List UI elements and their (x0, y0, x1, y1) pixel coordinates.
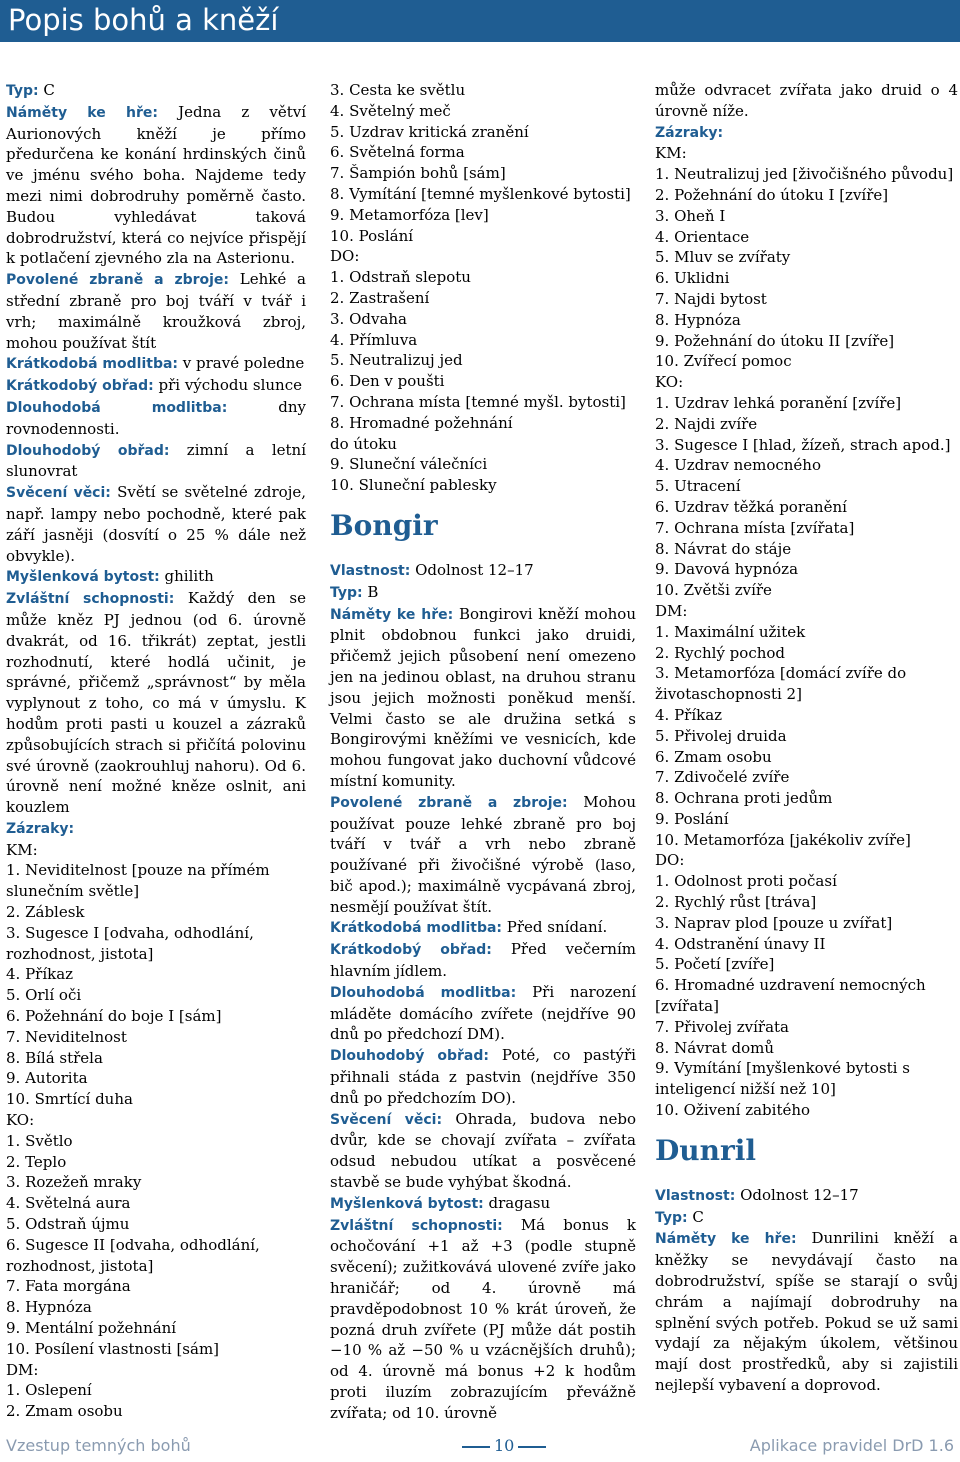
list-item: 10. Oživení zabitého (655, 1101, 811, 1120)
value: Dunrilini kněží a kněžky se nevydávají často na dobrodružství, spíše se starají o svůj chrám a najímají dobrodruhy na splnění svých potřeb. Pokud se už sami vydají za nějakým úkolem, většinou mají dost prostředků, aby si zajistili nejlepší vybavení a doprovod. (655, 1229, 958, 1395)
list-item: 7. Neviditelnost (6, 1027, 127, 1046)
list-item: 5. Odstraň újmu (6, 1215, 130, 1234)
list-item: 10. Smrtící duha (6, 1090, 133, 1109)
value: Světí se světelné zdroje, např. lampy nebo pochodně, které pak září jasněji (dosvítí o 25 % dále než obvykle). (6, 483, 306, 565)
list-item: 7. Najdi bytost (655, 289, 767, 308)
list-item: 9. Autorita (6, 1069, 88, 1088)
list-item: 9. Poslání (655, 809, 729, 828)
label: Zvláštní schopnosti: (6, 591, 175, 608)
typ-paragraph (330, 582, 636, 604)
namety-paragraph (330, 604, 636, 792)
value: dragasu (483, 1193, 551, 1212)
label: Zázraky: (655, 124, 724, 141)
value: Má bonus k ochočování +1 až +3 (podle stupně svěcení); zužitkovává ulovené zvíře jako hraničář; od 4. úrovně má pravděpodobnost 10 % krát úroveň, že pozná druh zvířete (PJ může dát postih −10 % až −50 % u vzácnějších druhů); od 4. úrovně má bonus +2 k hodům proti iluzím zobrazujícím převážně zvířata; od 10. úrovně (330, 1215, 636, 1422)
miracle-list (330, 80, 636, 496)
list-item: 1. Uzdrav lehká poranění [zvíře] (655, 393, 902, 412)
list-item: 6. Uklidni (655, 269, 730, 288)
label: Náměty ke hře: (6, 104, 158, 121)
label: Náměty ke hře: (655, 1231, 797, 1248)
list-item: 10. Zvětši zvíře (655, 581, 772, 600)
value: při východu slunce (153, 376, 302, 395)
list-item: 3. Odvaha (330, 309, 407, 328)
list-item: KO: (655, 373, 684, 392)
page-header (0, 0, 960, 42)
list-item: 3. Cesta ke světlu (330, 81, 466, 99)
label: Povolené zbraně a zbroje: (6, 272, 230, 289)
label: Krátkodobý obřad: (6, 378, 154, 395)
label: Typ: (655, 1209, 688, 1226)
myslenkova-paragraph (6, 566, 306, 588)
page-title: Popis bohů a kněží (8, 3, 279, 37)
value: Odolnost 12–17 (735, 1185, 859, 1204)
section-heading: Bongir (330, 508, 438, 542)
list-item: DM: (655, 601, 688, 620)
list-item: 7. Přivolej zvířata (655, 1017, 789, 1036)
zazraky-heading (6, 818, 306, 840)
value: Před večerním hlavním jídlem. (330, 940, 636, 981)
label: Myšlenková bytost: (6, 569, 160, 586)
sveceni-paragraph (330, 1109, 636, 1193)
value: C (687, 1207, 704, 1226)
label: Dlouhodobá modlitba: (330, 984, 517, 1001)
intro-paragraph: může odvracet zvířata jako druid o 4 úrovně níže. (655, 81, 958, 120)
value: Lehké a střední zbraně pro boj tváří v tvář i vrh; maximálně kroužková zbroj, mohou používat štít (6, 270, 306, 352)
list-item: 10. Sluneční pablesky (330, 476, 497, 495)
list-item: 8. Vymítání [temné myšlenkové bytosti] (330, 184, 631, 203)
section-heading: Dunril (655, 1133, 757, 1167)
list-item: 1. Maximální užitek (655, 622, 806, 641)
value: Každý den se může kněz PJ jednou (od 6. úrovně dvakrát, od 16. třikrát) zeptat, jestli rozhodnutí, které hodlá učinit, je správné, přičemž „správnost“ by měla vyplynout z toho, co má v úmyslu. K hodům proti pasti u kouzel a zázraků způsobujících strach si přičítá polovinu své úrovně (zaokrouhluj nahoru). Od 6. úrovně není možné kněze oslnit, ani kouzlem (6, 589, 306, 817)
list-item: 6. Požehnání do boje I [sám] (6, 1007, 222, 1026)
sveceni-paragraph (6, 482, 306, 566)
list-item: 2. Rychlý růst [tráva] (655, 893, 817, 912)
list-item: 2. Rychlý pochod (655, 643, 786, 662)
column-3 (655, 80, 958, 1396)
dash-left (462, 1446, 490, 1448)
dobr-paragraph (6, 440, 306, 483)
list-item: 5. Neutralizuj jed (330, 351, 463, 370)
list-item: 8. Hromadné požehnání (330, 413, 513, 432)
zazraky-heading (655, 122, 958, 144)
list-item: 5. Mluv se zvířaty (655, 248, 791, 267)
list-item: 10. Posílení vlastnosti [sám] (6, 1339, 220, 1358)
list-item: 4. Příkaz (655, 705, 723, 724)
list-item: 1. Neutralizuj jed [živočišného původu] (655, 165, 954, 184)
label: Zázraky: (6, 820, 75, 837)
label: Svěcení věci: (330, 1111, 443, 1128)
zbrane-paragraph (6, 269, 306, 353)
dobr-paragraph (330, 1045, 636, 1108)
myslenkova-paragraph (330, 1193, 636, 1215)
list-item: 4. Příkaz (6, 965, 74, 984)
list-item: 4. Odstranění únavy II (655, 934, 826, 953)
list-item: 6. Hromadné uzdravení nemocných [zvířata] (655, 976, 926, 1016)
label: Svěcení věci: (6, 485, 111, 502)
zvlastni-paragraph (6, 588, 306, 818)
page-number-value: 10 (494, 1436, 515, 1455)
list-item: 7. Šampión bohů [sám] (330, 164, 506, 183)
list-item: 3. Sugesce I [odvaha, odhodlání, rozhodnost, jistota] (6, 923, 254, 963)
value: ghilith (159, 567, 214, 586)
list-item: 6. Uzdrav těžká poranění (655, 497, 847, 516)
list-item: 2. Teplo (6, 1152, 67, 1171)
list-item: 9. Metamorfóza [lev] (330, 205, 489, 224)
list-item: 7. Zdivočelé zvíře (655, 768, 790, 787)
label: Povolené zbraně a zbroje: (330, 794, 568, 811)
typ-paragraph (6, 80, 306, 102)
label: Typ: (330, 584, 363, 601)
list-item: DM: (6, 1360, 39, 1379)
kobr-paragraph (6, 375, 306, 397)
kmod-paragraph (6, 353, 306, 375)
miracle-list (6, 840, 306, 1422)
label: Vlastnost: (330, 562, 411, 579)
list-item: 4. Světelný meč (330, 101, 451, 120)
list-item: DO: (655, 851, 685, 870)
value: Mohou používat pouze lehké zbraně pro boj tváří v tvář a vrh nebo zbraně používané při živočišné výrobě (laso, bič apod.); maximálně vycpávaná zbroj, nesmějí používat štít. (330, 792, 636, 916)
footer-series-title: Aplikace pravidel DrD 1.6 (749, 1436, 954, 1455)
list-item: 3. Naprav plod [pouze u zvířat] (655, 913, 893, 932)
list-item: 6. Světelná forma (330, 143, 465, 162)
list-item: 6. Den v poušti (330, 372, 445, 391)
value: Před snídaní. (502, 918, 608, 937)
vlastnost-paragraph (330, 560, 636, 582)
list-item: 2. Zmam osobu (6, 1402, 123, 1421)
list-item: KM: (6, 840, 38, 859)
dmod-paragraph (6, 397, 306, 440)
vlastnost-paragraph (655, 1185, 958, 1207)
kobr-paragraph (330, 939, 636, 982)
namety-paragraph (6, 102, 306, 269)
list-item: 8. Návrat domů (655, 1038, 775, 1057)
list-item: 9. Sluneční válečníci (330, 455, 488, 474)
footer-book-title: Vzestup temných bohů (6, 1436, 191, 1455)
list-item: 5. Početí [zvíře] (655, 955, 775, 974)
list-item: KM: (655, 144, 687, 163)
list-item: 8. Hypnóza (655, 310, 741, 329)
value: Při narození mláděte domácího zvířete (nejdříve 90 dnů po předchozí DM). (330, 982, 636, 1044)
list-item: 5. Uzdrav kritická zranění (330, 122, 529, 141)
label: Dlouhodobý obřad: (330, 1048, 489, 1065)
typ-paragraph (655, 1207, 958, 1229)
list-item: 6. Zmam osobu (655, 747, 772, 766)
label: Náměty ke hře: (330, 606, 454, 623)
list-item: 1. Odstraň slepotu (330, 268, 471, 287)
value: Bongirovi kněží mohou plnit obdobnou funkci jako druidi, přičemž jejich působení není omezeno jen na jedinou oblast, na druhou stranu jsou jejich možnosti poněkud menší. Velmi často se ale družina setká s Bongirovými kněžími ve vesnicích, kde mohou fungovat jako duchovní vůdcové místní komunity. (330, 604, 636, 790)
list-item: do útoku (330, 434, 397, 453)
list-item: 3. Rozežeň mraky (6, 1173, 142, 1192)
list-item: 3. Oheň I (655, 206, 726, 225)
label: Krátkodobý obřad: (330, 942, 492, 959)
list-item: 10. Zvířecí pomoc (655, 352, 792, 371)
list-item: 10. Poslání (330, 226, 414, 245)
list-item: DO: (330, 247, 360, 266)
list-item: 3. Metamorfóza [domácí zvíře do životaschopnosti 2] (655, 664, 907, 704)
list-item: 8. Návrat do stáje (655, 539, 792, 558)
label: Zvláštní schopnosti: (330, 1217, 503, 1234)
list-item: 2. Zastrašení (330, 288, 430, 307)
list-item: 1. Neviditelnost [pouze na přímém slunečním světle] (6, 861, 270, 901)
list-item: 9. Vymítání [myšlenkové bytosti s inteligencí nižší než 10] (655, 1059, 910, 1099)
list-item: 1. Odolnost proti počasí (655, 872, 837, 891)
list-item: 8. Ochrana proti jedům (655, 789, 833, 808)
list-item: 6. Sugesce II [odvaha, odhodlání, rozhodnost, jistota] (6, 1235, 260, 1275)
value: Odolnost 12–17 (410, 560, 534, 579)
dmod-paragraph (330, 982, 636, 1045)
column-2 (330, 80, 636, 1424)
namety-paragraph (655, 1228, 958, 1395)
label: Dlouhodobá modlitba: (6, 399, 228, 416)
column-1 (6, 80, 306, 1422)
value: B (362, 582, 379, 601)
list-item: 1. Oslepení (6, 1381, 92, 1400)
list-item: 1. Světlo (6, 1131, 73, 1150)
label: Vlastnost: (655, 1187, 736, 1204)
kmod-paragraph (330, 917, 636, 939)
list-item: 5. Orlí oči (6, 986, 82, 1005)
miracle-list (655, 143, 958, 1120)
list-item: 7. Ochrana místa [temné myšl. bytosti] (330, 392, 626, 411)
value: Jedna z větví Aurionových kněží je přímo předurčena ke konání hrdinských činů ve jménu svého boha. Najdeme tedy mezi nimi dobrodruhy poměrně často. Budou vyhledávat taková dobrodružství, která co nejvíce přispějí k potlačení zjevného zla na Asterionu. (6, 102, 307, 268)
label: Krátkodobá modlitba: (330, 920, 503, 937)
list-item: 2. Požehnání do útoku I [zvíře] (655, 185, 889, 204)
value: v pravé poledne (178, 354, 305, 373)
list-item: 9. Davová hypnóza (655, 560, 799, 579)
value: dny rovnodennosti. (6, 397, 306, 438)
list-item: 4. Světelná aura (6, 1194, 131, 1213)
list-item: 9. Mentální požehnání (6, 1319, 177, 1338)
list-item: 3. Sugesce I [hlad, žízeň, strach apod.] (655, 435, 951, 454)
zbrane-paragraph (330, 792, 636, 918)
page-footer (0, 1436, 960, 1462)
value: Poté, co pastýři přihnali stáda z pastvin (nejdříve 350 dnů po předchozím DO). (330, 1046, 636, 1107)
list-item: 8. Bílá střela (6, 1048, 103, 1067)
list-item: 10. Metamorfóza [jakékoliv zvíře] (655, 830, 911, 849)
page-number (458, 1436, 550, 1455)
list-item: 5. Utracení (655, 477, 741, 496)
list-item: 7. Ochrana místa [zvířata] (655, 518, 855, 537)
value: Ohrada, budova nebo dvůr, kde se chovají zvířata – zvířata odsud nebudou utíkat a posvěcené stavbě se bude vyhýbat škodná. (330, 1109, 636, 1192)
list-item: 8. Hypnóza (6, 1298, 92, 1317)
list-item: 4. Orientace (655, 227, 750, 246)
dash-right (518, 1446, 546, 1448)
label: Myšlenková bytost: (330, 1195, 484, 1212)
list-item: KO: (6, 1111, 35, 1130)
label: Krátkodobá modlitba: (6, 356, 179, 373)
list-item: 5. Přivolej druida (655, 726, 787, 745)
list-item: 2. Záblesk (6, 903, 85, 922)
zvlastni-paragraph (330, 1215, 636, 1424)
list-item: 4. Uzdrav nemocného (655, 456, 822, 475)
value: zimní a letní slunovrat (6, 440, 306, 481)
label: Dlouhodobý obřad: (6, 442, 170, 459)
list-item: 2. Najdi zvíře (655, 414, 758, 433)
list-item: 7. Fata morgána (6, 1277, 131, 1296)
list-item: 9. Požehnání do útoku II [zvíře] (655, 331, 895, 350)
label: Typ: (6, 83, 39, 99)
list-item: 4. Přímluva (330, 330, 418, 349)
value: C (38, 81, 55, 99)
